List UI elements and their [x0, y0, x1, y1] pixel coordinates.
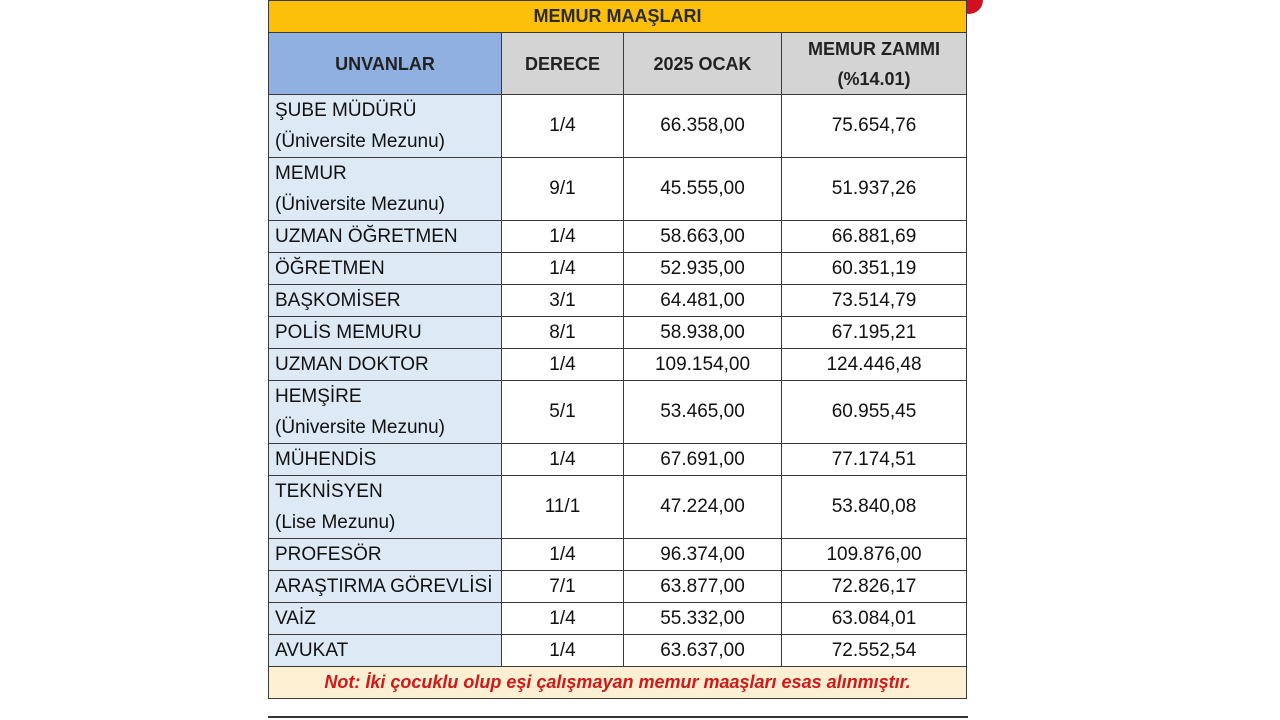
title-text: ARAŞTIRMA GÖREVLİSİ	[275, 576, 493, 597]
title-text: UZMAN DOKTOR	[275, 354, 429, 375]
cell-grade: 7/1	[502, 571, 624, 603]
title-text: POLİS MEMURU	[275, 322, 422, 343]
header-raise	[782, 33, 967, 95]
table-row	[269, 381, 967, 444]
table-row	[269, 95, 967, 158]
title-subtext: (Üniversite Mezunu)	[275, 417, 445, 438]
header-grade: DERECE	[502, 33, 624, 95]
cell-grade: 1/4	[502, 221, 624, 253]
cell-raise: 60.351,19	[782, 253, 967, 285]
cell-title	[269, 444, 502, 476]
table-row	[269, 158, 967, 221]
cell-raise: 60.955,45	[782, 381, 967, 444]
cell-title	[269, 158, 502, 221]
cell-raise: 124.446,48	[782, 349, 967, 381]
cell-jan2025: 53.465,00	[624, 381, 782, 444]
cell-grade: 1/4	[502, 95, 624, 158]
cell-grade: 1/4	[502, 539, 624, 571]
table-row	[269, 539, 967, 571]
cell-raise: 77.174,51	[782, 444, 967, 476]
table-row	[269, 253, 967, 285]
cell-raise: 72.552,54	[782, 635, 967, 667]
title-text: AVUKAT	[275, 640, 349, 661]
table-header-row	[269, 33, 967, 95]
cell-jan2025: 45.555,00	[624, 158, 782, 221]
cell-raise: 51.937,26	[782, 158, 967, 221]
cell-grade: 11/1	[502, 476, 624, 539]
cell-jan2025: 55.332,00	[624, 603, 782, 635]
title-text: ŞUBE MÜDÜRÜ	[275, 100, 417, 121]
table-row	[269, 444, 967, 476]
cell-jan2025: 64.481,00	[624, 285, 782, 317]
title-text: MEMUR	[275, 163, 347, 184]
cell-grade: 1/4	[502, 603, 624, 635]
cell-title	[269, 349, 502, 381]
cell-raise: 66.881,69	[782, 221, 967, 253]
title-text: PROFESÖR	[275, 544, 382, 565]
table-row	[269, 476, 967, 539]
table-title-row	[269, 1, 967, 33]
header-raise-line1: MEMUR ZAMMI	[808, 38, 940, 59]
cell-raise: 63.084,01	[782, 603, 967, 635]
title-text: ÖĞRETMEN	[275, 258, 385, 279]
table-row	[269, 221, 967, 253]
cell-jan2025: 96.374,00	[624, 539, 782, 571]
table-title: MEMUR MAAŞLARI	[269, 1, 967, 33]
cell-grade: 1/4	[502, 253, 624, 285]
cell-title	[269, 221, 502, 253]
cell-title	[269, 381, 502, 444]
table-row	[269, 635, 967, 667]
cell-jan2025: 109.154,00	[624, 349, 782, 381]
cell-raise: 53.840,08	[782, 476, 967, 539]
cell-title	[269, 603, 502, 635]
title-text: MÜHENDİS	[275, 449, 377, 470]
salary-table-sheet	[268, 0, 966, 699]
bottom-divider	[268, 716, 968, 718]
cell-jan2025: 58.663,00	[624, 221, 782, 253]
cell-title	[269, 253, 502, 285]
cell-jan2025: 66.358,00	[624, 95, 782, 158]
cell-jan2025: 63.877,00	[624, 571, 782, 603]
title-text: VAİZ	[275, 608, 316, 629]
title-text: TEKNİSYEN	[275, 481, 383, 502]
cell-title	[269, 571, 502, 603]
note-row	[269, 667, 967, 699]
cell-jan2025: 52.935,00	[624, 253, 782, 285]
table-row	[269, 349, 967, 381]
salary-table	[268, 0, 967, 699]
cell-title	[269, 317, 502, 349]
table-row	[269, 317, 967, 349]
table-row	[269, 603, 967, 635]
cell-raise: 75.654,76	[782, 95, 967, 158]
cell-title	[269, 95, 502, 158]
cell-title	[269, 635, 502, 667]
note-text: Not: İki çocuklu olup eşi çalışmayan memur maaşları esas alınmıştır.	[269, 667, 967, 699]
table-row	[269, 285, 967, 317]
cell-grade: 1/4	[502, 444, 624, 476]
header-title: UNVANLAR	[269, 33, 502, 95]
cell-jan2025: 63.637,00	[624, 635, 782, 667]
cell-title	[269, 285, 502, 317]
cell-jan2025: 67.691,00	[624, 444, 782, 476]
cell-grade: 1/4	[502, 349, 624, 381]
cell-jan2025: 47.224,00	[624, 476, 782, 539]
cell-grade: 5/1	[502, 381, 624, 444]
cell-raise: 72.826,17	[782, 571, 967, 603]
cell-title	[269, 539, 502, 571]
cell-raise: 67.195,21	[782, 317, 967, 349]
title-text: UZMAN ÖĞRETMEN	[275, 226, 458, 247]
cell-raise: 109.876,00	[782, 539, 967, 571]
cell-grade: 3/1	[502, 285, 624, 317]
cell-raise: 73.514,79	[782, 285, 967, 317]
cell-grade: 1/4	[502, 635, 624, 667]
title-text: BAŞKOMİSER	[275, 290, 401, 311]
title-subtext: (Üniversite Mezunu)	[275, 194, 445, 215]
cell-grade: 9/1	[502, 158, 624, 221]
title-subtext: (Lise Mezunu)	[275, 512, 396, 533]
cell-jan2025: 58.938,00	[624, 317, 782, 349]
header-jan2025: 2025 OCAK	[624, 33, 782, 95]
table-row	[269, 571, 967, 603]
title-text: HEMŞİRE	[275, 386, 362, 407]
table-body	[269, 95, 967, 667]
cell-grade: 8/1	[502, 317, 624, 349]
header-raise-line2: (%14.01)	[837, 68, 911, 89]
title-subtext: (Üniversite Mezunu)	[275, 131, 445, 152]
cell-title	[269, 476, 502, 539]
